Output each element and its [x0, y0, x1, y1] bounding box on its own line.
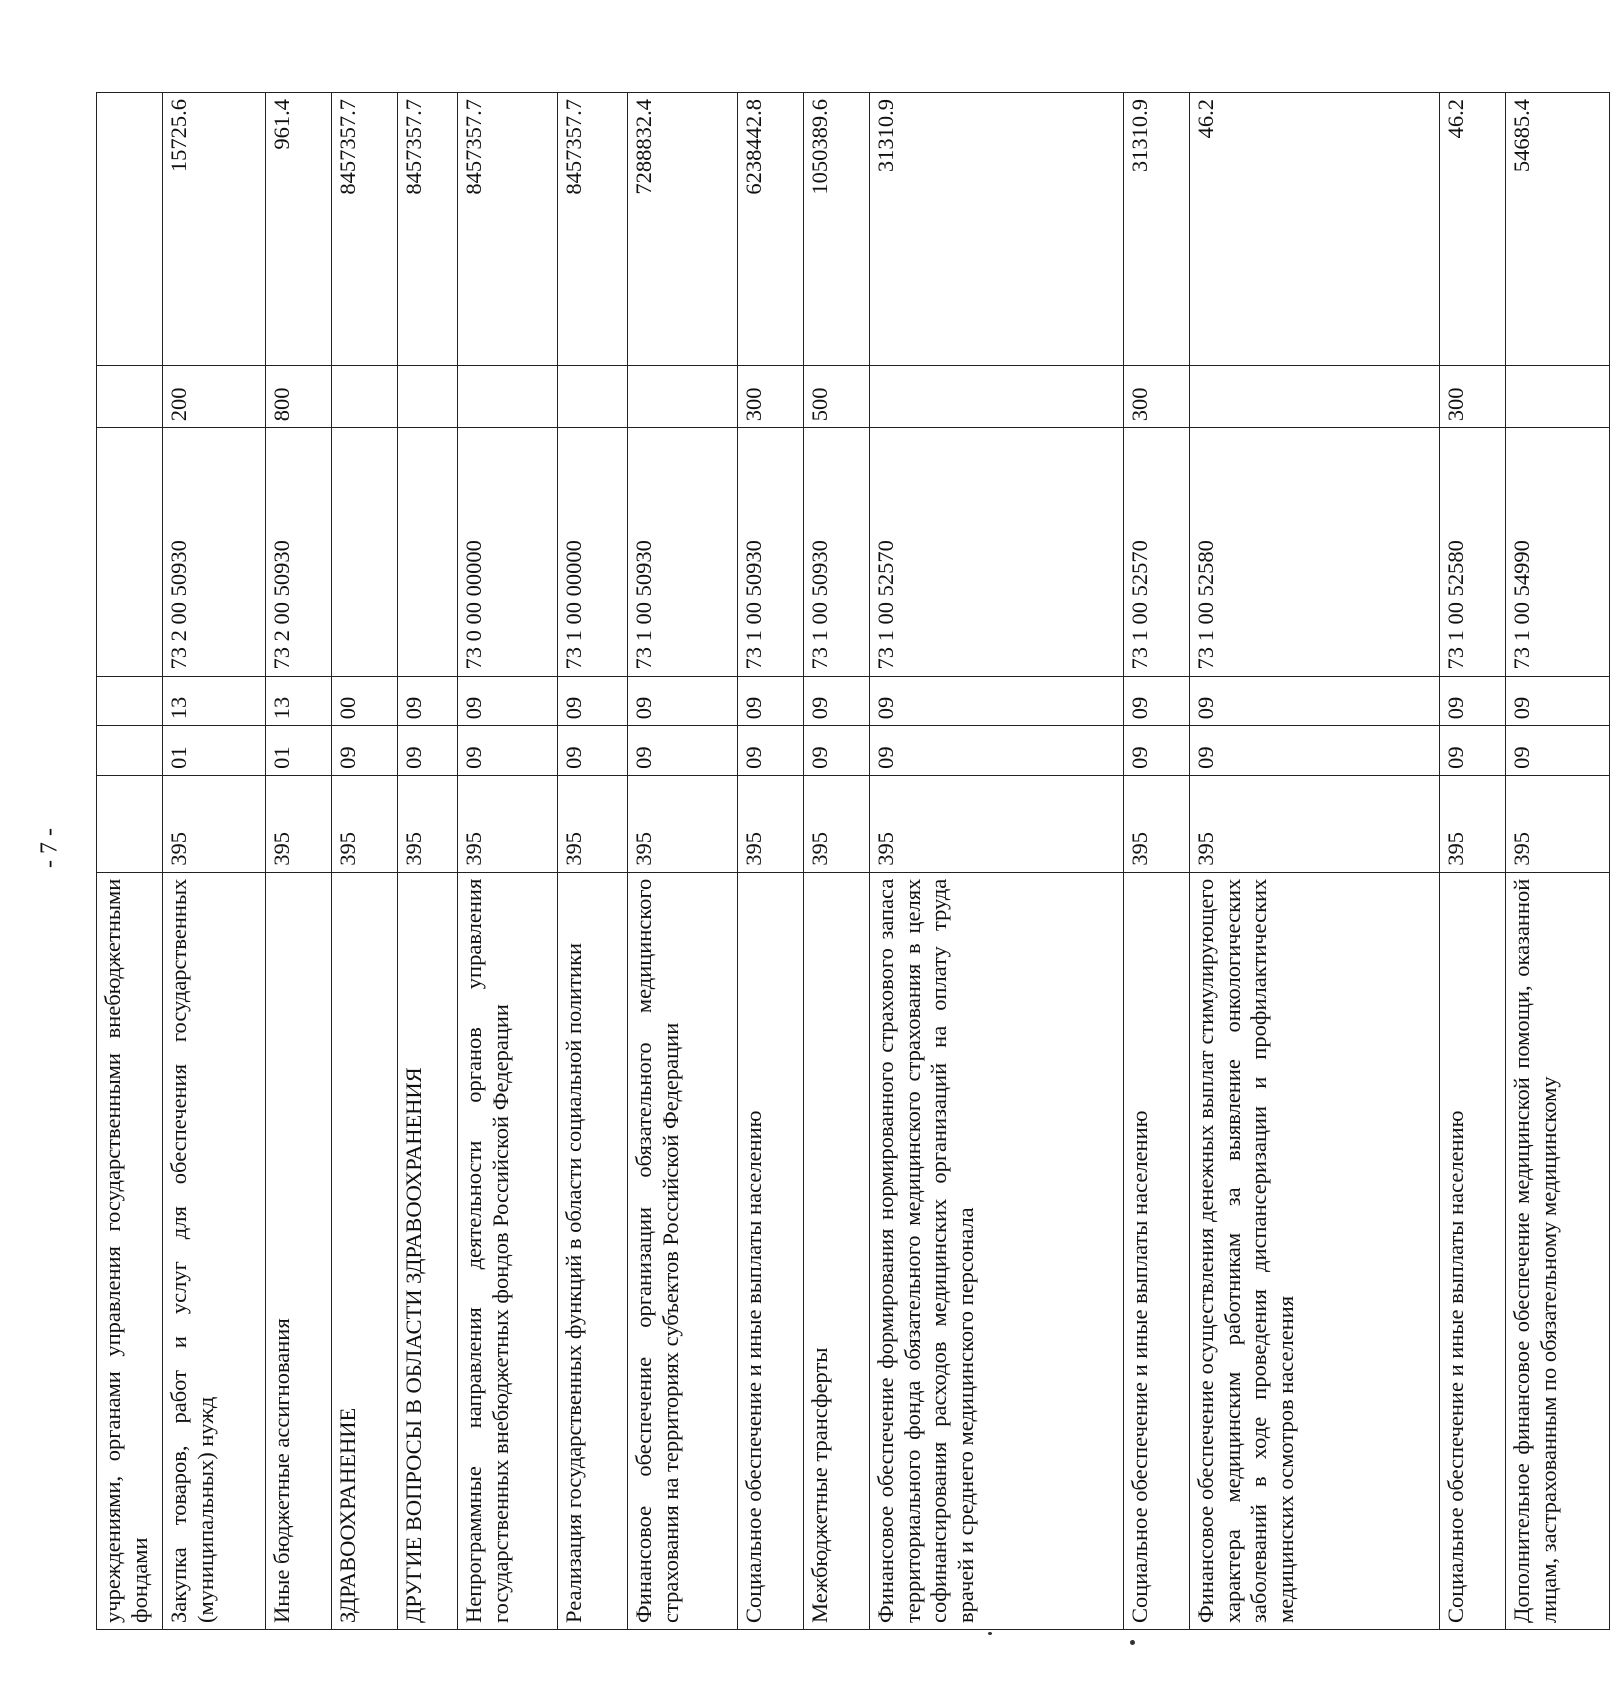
ministry-code: 395	[163, 775, 266, 872]
row-name: Межбюджетные трансферты	[804, 872, 870, 1629]
section-code: 09	[804, 726, 870, 776]
amount: 8457357.7	[558, 93, 628, 366]
target-article-code: 73 2 00 50930	[163, 428, 266, 676]
target-article-code: 73 1 00 52570	[1124, 428, 1190, 676]
target-article-code: 73 1 00 52580	[1190, 428, 1440, 676]
expense-kind-code	[628, 366, 738, 428]
row-name: Социальное обеспечение и иные выплаты населению	[1440, 872, 1506, 1629]
row-name: Закупка товаров, работ и услуг для обеспечения государственных (муниципальных) нужд	[163, 872, 266, 1629]
subsection-code: 09	[1124, 676, 1190, 726]
table-row	[870, 93, 1124, 1630]
amount: 6238442.8	[738, 93, 804, 366]
ministry-code	[97, 775, 163, 872]
subsection-code: 09	[1440, 676, 1506, 726]
expense-kind-code: 300	[1440, 366, 1506, 428]
ministry-code: 395	[870, 775, 1124, 872]
section-code: 09	[458, 726, 558, 776]
target-article-code: 73 1 00 50930	[738, 428, 804, 676]
target-article-code: 73 0 00 00000	[458, 428, 558, 676]
table-row	[558, 93, 628, 1630]
row-name: Непрограммные направления деятельности органов управления государственных внебюджетных фондов Российской Федерации	[458, 872, 558, 1629]
target-article-code: 73 1 00 50930	[628, 428, 738, 676]
subsection-code: 09	[458, 676, 558, 726]
ministry-code: 395	[804, 775, 870, 872]
expense-kind-code: 500	[804, 366, 870, 428]
row-name: Социальное обеспечение и иные выплаты населению	[738, 872, 804, 1629]
section-code	[97, 726, 163, 776]
ministry-code: 395	[1190, 775, 1440, 872]
ministry-code: 395	[558, 775, 628, 872]
expense-kind-code	[1506, 366, 1610, 428]
ministry-code: 395	[398, 775, 458, 872]
table-row	[628, 93, 738, 1630]
expense-kind-code: 300	[1124, 366, 1190, 428]
row-name: Финансовое обеспечение формирования нормированного страхового запаса территориального фонда обязательного медицинского страхования в целях софинансирования расходов медицинских организаций на оплату труда врачей и среднего медицинского персонала	[870, 872, 1124, 1629]
amount: 31310.9	[870, 93, 1124, 366]
row-name: Финансовое обеспечение осуществления денежных выплат стимулирующего характера медицинским работникам за выявление онкологических заболеваний в ходе проведения диспансеризации и профилактических медицинских осмотров населения	[1190, 872, 1440, 1629]
ministry-code: 395	[738, 775, 804, 872]
subsection-code: 13	[266, 676, 332, 726]
subsection-code	[97, 676, 163, 726]
target-article-code: 73 1 00 00000	[558, 428, 628, 676]
expense-kind-code	[398, 366, 458, 428]
amount: 8457357.7	[398, 93, 458, 366]
amount: 8457357.7	[332, 93, 398, 366]
expense-kind-code	[97, 366, 163, 428]
section-code: 09	[1440, 726, 1506, 776]
section-code: 09	[1506, 726, 1610, 776]
amount: 7288832.4	[628, 93, 738, 366]
section-code: 01	[163, 726, 266, 776]
subsection-code: 00	[332, 676, 398, 726]
row-name: Финансовое обеспечение организации обязательного медицинского страхования на территориях субъектов Российской Федерации	[628, 872, 738, 1629]
amount	[97, 93, 163, 366]
ministry-code: 395	[628, 775, 738, 872]
budget-table	[96, 92, 1610, 1630]
amount: 15725.6	[163, 93, 266, 366]
section-code: 09	[628, 726, 738, 776]
ministry-code: 395	[458, 775, 558, 872]
row-name: Иные бюджетные ассигнования	[266, 872, 332, 1629]
amount: 54685.4	[1506, 93, 1610, 366]
table-row	[266, 93, 332, 1630]
expense-kind-code	[870, 366, 1124, 428]
row-name: Реализация государственных функций в области социальной политики	[558, 872, 628, 1629]
subsection-code: 09	[628, 676, 738, 726]
subsection-code: 09	[398, 676, 458, 726]
amount: 46.2	[1440, 93, 1506, 366]
ministry-code: 395	[266, 775, 332, 872]
table-body	[97, 93, 1610, 1630]
ministry-code: 395	[1440, 775, 1506, 872]
scan-mark	[988, 1632, 992, 1635]
target-article-code	[398, 428, 458, 676]
subsection-code: 09	[1506, 676, 1610, 726]
table-row	[458, 93, 558, 1630]
subsection-code: 09	[738, 676, 804, 726]
section-code: 09	[398, 726, 458, 776]
section-code: 09	[1190, 726, 1440, 776]
subsection-code: 09	[1190, 676, 1440, 726]
subsection-code: 09	[558, 676, 628, 726]
table-row	[97, 93, 163, 1630]
expense-kind-code: 300	[738, 366, 804, 428]
expense-kind-code	[558, 366, 628, 428]
target-article-code: 73 1 00 54990	[1506, 428, 1610, 676]
table-row	[332, 93, 398, 1630]
target-article-code: 73 2 00 50930	[266, 428, 332, 676]
table-row	[1190, 93, 1440, 1630]
table-row	[398, 93, 458, 1630]
expense-kind-code	[458, 366, 558, 428]
target-article-code	[97, 428, 163, 676]
expense-kind-code	[1190, 366, 1440, 428]
scan-mark	[1130, 1640, 1135, 1645]
section-code: 09	[870, 726, 1124, 776]
expense-kind-code: 200	[163, 366, 266, 428]
section-code: 09	[1124, 726, 1190, 776]
amount: 1050389.6	[804, 93, 870, 366]
page-number: - 7 -	[36, 828, 63, 868]
amount: 46.2	[1190, 93, 1440, 366]
subsection-code: 13	[163, 676, 266, 726]
subsection-code: 09	[804, 676, 870, 726]
section-code: 09	[558, 726, 628, 776]
row-name: Дополнительное финансовое обеспечение медицинской помощи, оказанной лицам, застрахованным по обязательному медицинскому	[1506, 872, 1610, 1629]
row-name: учреждениями, органами управления государственными внебюджетными фондами	[97, 872, 163, 1629]
amount: 31310.9	[1124, 93, 1190, 366]
section-code: 09	[738, 726, 804, 776]
table-row	[738, 93, 804, 1630]
amount: 961.4	[266, 93, 332, 366]
row-name: Социальное обеспечение и иные выплаты населению	[1124, 872, 1190, 1629]
target-article-code	[332, 428, 398, 676]
table-row	[1124, 93, 1190, 1630]
table-row	[163, 93, 266, 1630]
row-name: ЗДРАВООХРАНЕНИЕ	[332, 872, 398, 1629]
subsection-code: 09	[870, 676, 1124, 726]
ministry-code: 395	[332, 775, 398, 872]
rotated-table-container	[96, 92, 1561, 1630]
table-row	[1506, 93, 1610, 1630]
ministry-code: 395	[1124, 775, 1190, 872]
table-row	[804, 93, 870, 1630]
target-article-code: 73 1 00 52580	[1440, 428, 1506, 676]
amount: 8457357.7	[458, 93, 558, 366]
table-row	[1440, 93, 1506, 1630]
target-article-code: 73 1 00 50930	[804, 428, 870, 676]
section-code: 09	[332, 726, 398, 776]
section-code: 01	[266, 726, 332, 776]
expense-kind-code: 800	[266, 366, 332, 428]
target-article-code: 73 1 00 52570	[870, 428, 1124, 676]
expense-kind-code	[332, 366, 398, 428]
ministry-code: 395	[1506, 775, 1610, 872]
row-name: ДРУГИЕ ВОПРОСЫ В ОБЛАСТИ ЗДРАВООХРАНЕНИЯ	[398, 872, 458, 1629]
